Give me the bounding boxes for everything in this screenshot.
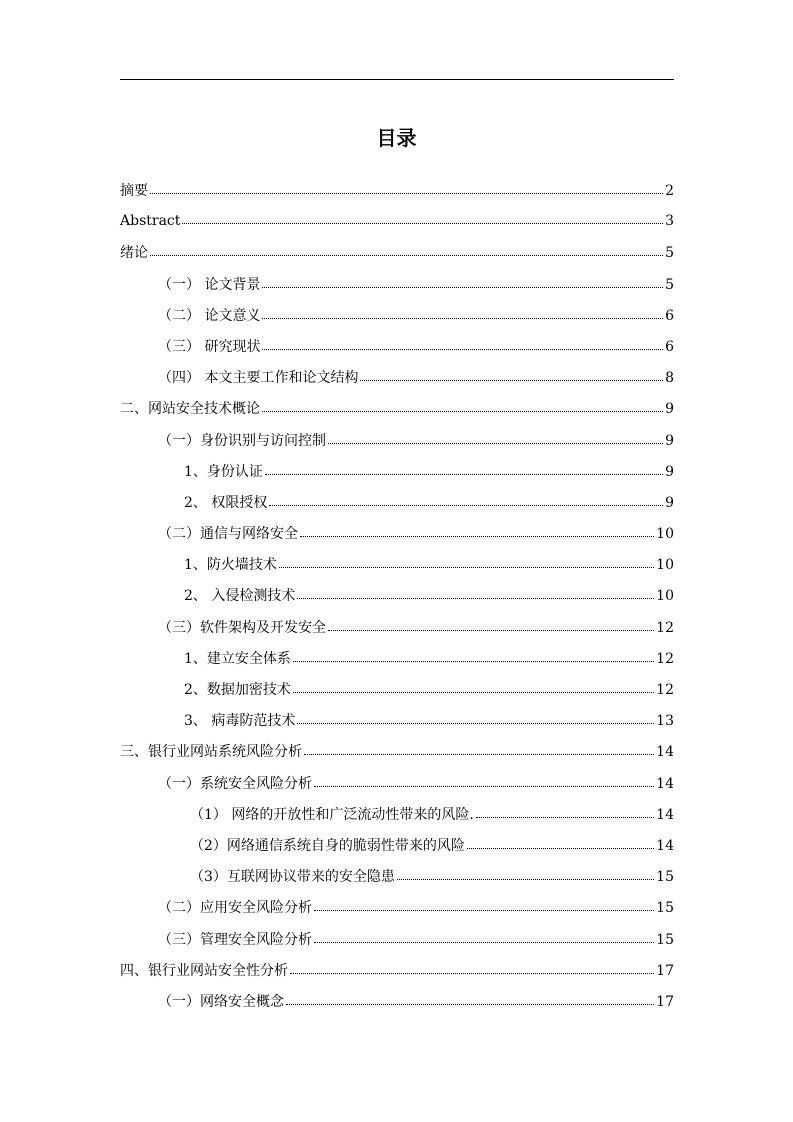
toc-entry-label: 1、建立安全体系 xyxy=(184,650,291,667)
dot-leader xyxy=(182,211,663,225)
toc-entry[interactable] xyxy=(120,336,674,367)
toc-entry[interactable] xyxy=(120,679,674,710)
dot-leader xyxy=(265,462,663,476)
dot-leader xyxy=(293,649,654,663)
toc-entry[interactable] xyxy=(120,835,674,866)
toc-entry-page: 5 xyxy=(665,245,674,262)
toc-entry-page: 13 xyxy=(656,713,674,730)
dot-leader xyxy=(279,555,654,569)
dot-leader xyxy=(150,181,663,195)
toc-entry-page: 17 xyxy=(656,962,674,979)
toc-entry-label: 2、 权限授权 xyxy=(184,494,268,511)
toc-entry-label: 2、 入侵检测技术 xyxy=(184,588,296,605)
toc-entry-label: （一）系统安全风险分析 xyxy=(158,775,312,792)
dot-leader xyxy=(290,961,654,975)
toc-entry[interactable] xyxy=(120,398,674,429)
table-of-contents xyxy=(120,180,674,1022)
toc-entry[interactable] xyxy=(120,523,674,554)
toc-entry-page: 12 xyxy=(656,619,674,636)
dot-leader xyxy=(262,275,663,289)
toc-entry[interactable] xyxy=(120,242,674,273)
dot-leader xyxy=(293,680,654,694)
toc-entry-page: 14 xyxy=(656,806,674,823)
dot-leader xyxy=(262,399,663,413)
toc-entry-page: 2 xyxy=(665,183,674,199)
toc-entry[interactable] xyxy=(120,274,674,305)
toc-entry-page: 15 xyxy=(656,869,674,886)
dot-leader xyxy=(297,711,654,725)
toc-entry-page: 6 xyxy=(665,307,674,324)
dot-leader xyxy=(328,618,654,632)
toc-entry-page: 9 xyxy=(665,463,674,480)
toc-entry[interactable] xyxy=(120,617,674,648)
dot-leader xyxy=(262,306,663,320)
toc-entry-label: 1、防火墙技术 xyxy=(184,557,277,574)
toc-entry-page: 17 xyxy=(656,993,674,1010)
toc-entry-page: 5 xyxy=(665,276,674,293)
toc-entry[interactable] xyxy=(120,804,674,835)
toc-entry-page: 9 xyxy=(665,401,674,418)
dot-leader xyxy=(286,992,654,1006)
toc-entry[interactable] xyxy=(120,461,674,492)
toc-entry-page: 14 xyxy=(656,775,674,792)
toc-entry-label: （1） 网络的开放性和广泛流动性带来的风险. xyxy=(190,806,474,823)
toc-entry[interactable] xyxy=(120,960,674,991)
toc-entry-label: 1、身份认证 xyxy=(184,463,263,480)
dot-leader xyxy=(397,867,654,881)
toc-entry-label: （二）通信与网络安全 xyxy=(158,526,298,543)
toc-entry[interactable] xyxy=(120,710,674,741)
dot-leader xyxy=(476,805,654,819)
dot-leader xyxy=(300,524,654,538)
toc-entry[interactable] xyxy=(120,180,674,211)
header-rule xyxy=(120,79,674,80)
dot-leader xyxy=(150,243,663,257)
toc-entry[interactable] xyxy=(120,211,674,242)
toc-entry-label: （二）应用安全风险分析 xyxy=(158,900,312,917)
toc-entry[interactable] xyxy=(120,648,674,679)
toc-entry[interactable] xyxy=(120,367,674,398)
toc-entry-label: （3）互联网协议带来的安全隐患 xyxy=(190,869,395,886)
toc-entry-label: 2、数据加密技术 xyxy=(184,682,291,698)
toc-entry[interactable] xyxy=(120,554,674,585)
toc-entry-label: 3、 病毒防范技术 xyxy=(184,713,296,730)
toc-entry-label: （二） 论文意义 xyxy=(158,307,261,324)
toc-entry-page: 10 xyxy=(656,588,674,605)
dot-leader xyxy=(360,368,663,382)
toc-entry-label: （2）网络通信系统自身的脆弱性带来的风险 xyxy=(190,837,465,854)
toc-entry-page: 12 xyxy=(656,650,674,667)
toc-entry[interactable] xyxy=(120,492,674,523)
dot-leader xyxy=(328,431,663,445)
dot-leader xyxy=(262,337,663,351)
toc-entry-page: 12 xyxy=(656,682,674,698)
dot-leader xyxy=(314,898,654,912)
toc-entry-page: 15 xyxy=(656,931,674,948)
toc-entry-page: 3 xyxy=(665,213,674,230)
dot-leader xyxy=(314,930,654,944)
toc-entry[interactable] xyxy=(120,430,674,461)
toc-entry-label: 三、银行业网站系统风险分析 xyxy=(120,744,302,761)
toc-entry-label: 摘要 xyxy=(120,183,148,199)
toc-entry-page: 6 xyxy=(665,338,674,355)
toc-entry[interactable] xyxy=(120,585,674,616)
toc-entry-label: 四、银行业网站安全性分析 xyxy=(120,962,288,979)
toc-entry-page: 10 xyxy=(656,526,674,543)
toc-entry[interactable] xyxy=(120,305,674,336)
toc-entry-page: 14 xyxy=(656,837,674,854)
toc-entry-label: （一）网络安全概念 xyxy=(158,993,284,1010)
toc-entry-label: 绪论 xyxy=(120,245,148,262)
toc-entry[interactable] xyxy=(120,929,674,960)
page-title: 目录 xyxy=(376,126,417,150)
toc-entry-page: 9 xyxy=(665,494,674,511)
dot-leader xyxy=(304,742,654,756)
toc-entry[interactable] xyxy=(120,741,674,772)
toc-entry[interactable] xyxy=(120,991,674,1022)
toc-entry-page: 8 xyxy=(665,370,674,387)
toc-entry-page: 10 xyxy=(656,557,674,574)
dot-leader xyxy=(269,493,663,507)
dot-leader xyxy=(297,586,654,600)
toc-entry-label: 二、网站安全技术概论 xyxy=(120,401,260,418)
toc-entry-label: Abstract xyxy=(120,213,181,230)
toc-entry-page: 15 xyxy=(656,900,674,917)
toc-entry-label: （三）管理安全风险分析 xyxy=(158,931,312,948)
toc-entry-page: 9 xyxy=(665,432,674,449)
toc-entry-label: （一） 论文背景 xyxy=(158,276,261,293)
toc-entry-label: （一）身份识别与访问控制 xyxy=(158,432,326,449)
toc-entry-label: （三） 研究现状 xyxy=(158,338,261,355)
dot-leader xyxy=(467,836,654,850)
toc-entry-page: 14 xyxy=(656,744,674,761)
toc-entry[interactable] xyxy=(120,897,674,928)
toc-entry-label: （四） 本文主要工作和论文结构 xyxy=(158,370,359,387)
toc-entry[interactable] xyxy=(120,773,674,804)
toc-entry[interactable] xyxy=(120,866,674,897)
dot-leader xyxy=(314,774,654,788)
toc-entry-label: （三）软件架构及开发安全 xyxy=(158,619,326,636)
